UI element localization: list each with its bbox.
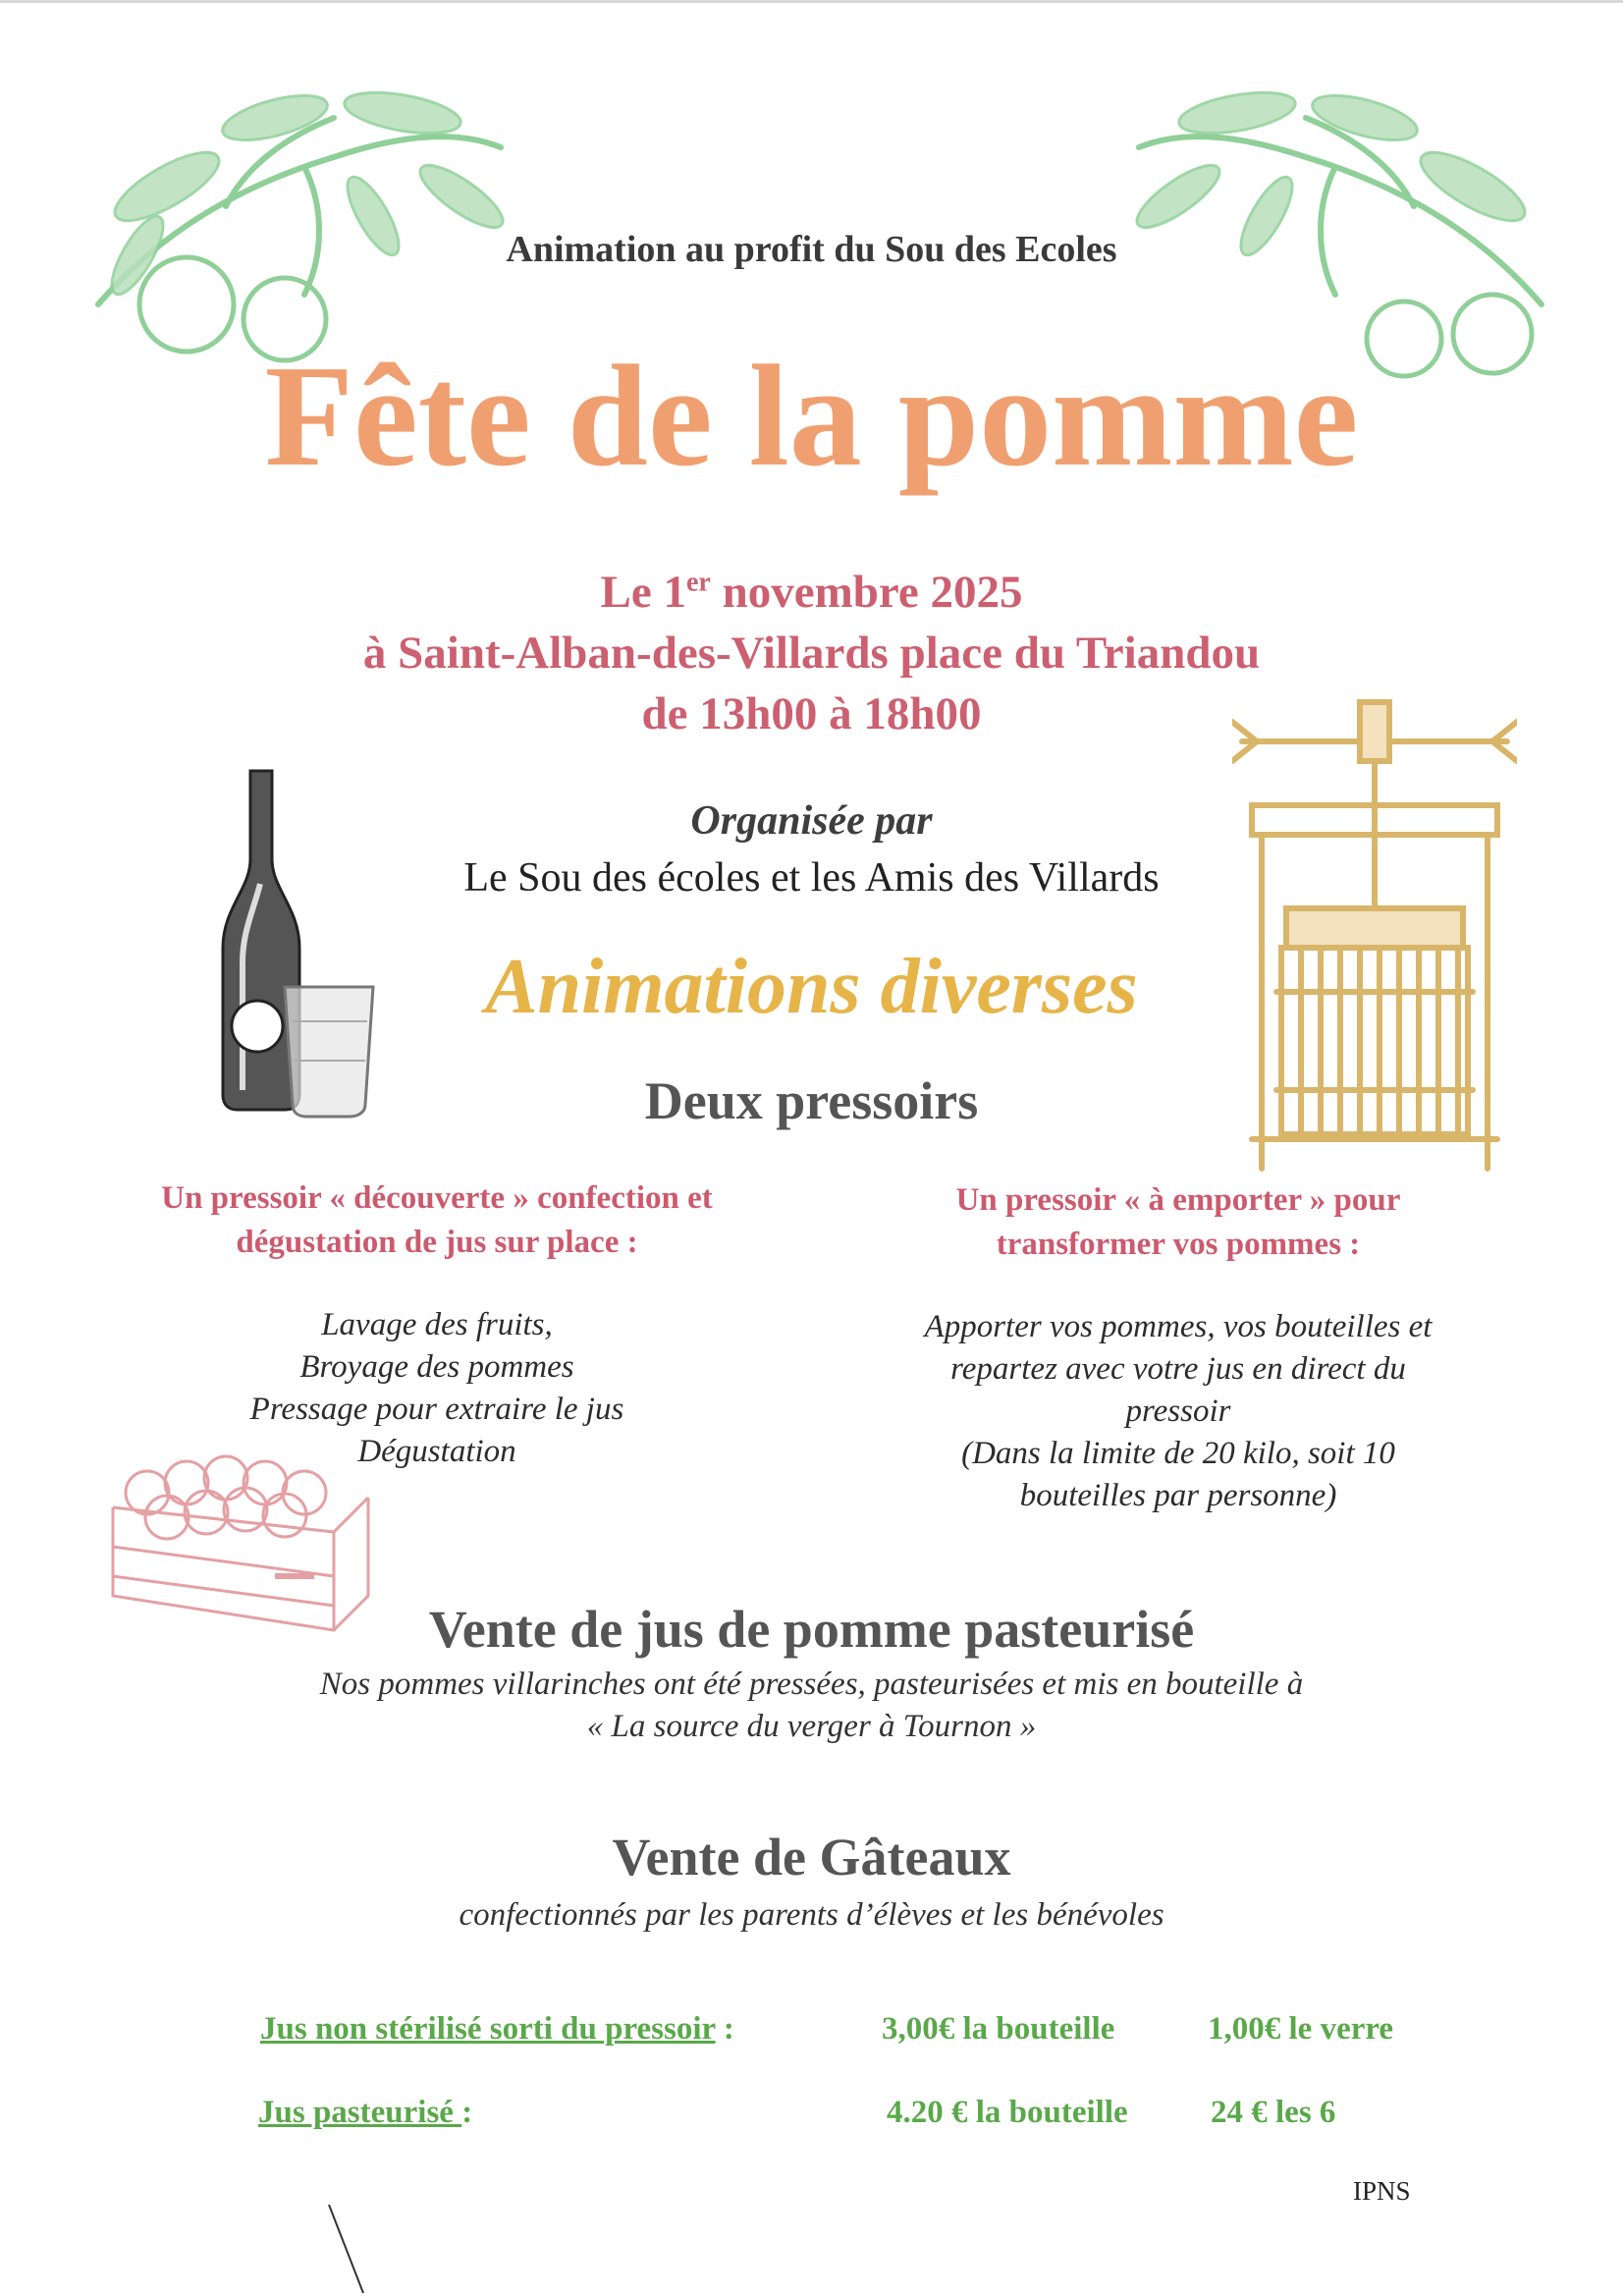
- price-bottle: 3,00€ la bouteille: [882, 2011, 1115, 2047]
- price-glass: 1,00€ le verre: [1208, 2011, 1394, 2047]
- list-item: Apporter vos pommes, vos bouteilles et: [924, 1309, 1433, 1344]
- intro-text: Animation au profit du Sou des Ecoles: [506, 229, 1117, 270]
- list-item: Dégustation: [357, 1434, 516, 1469]
- apple-branch-left-icon: [79, 59, 511, 383]
- price-pack: 24 € les 6: [1211, 2095, 1336, 2130]
- list-item: Broyage des pommes: [299, 1349, 574, 1385]
- scan-edge: [0, 0, 1623, 3]
- price-label: Jus non stérilisé sorti du pressoir: [260, 2011, 716, 2047]
- list-item: repartez avec votre jus en direct du: [950, 1351, 1406, 1387]
- animations-heading: Animations diverses: [485, 944, 1138, 1030]
- press-left-section: [88, 1176, 785, 1473]
- list-item: Pressage pour extraire le jus: [249, 1392, 624, 1427]
- list-item: (Dans la limite de 20 kilo, soit 10: [961, 1436, 1395, 1471]
- list-item: pressoir: [1125, 1394, 1231, 1429]
- footer-ipns: IPNS: [1353, 2176, 1411, 2206]
- press-right-section: [864, 1178, 1492, 1517]
- event-place: à Saint-Alban-des-Villards place du Triandou: [362, 628, 1261, 679]
- price-row: Jus non stérilisé sorti du pressoir : 3,00€ la bouteille 1,00€ le verre: [260, 2011, 1394, 2047]
- press-left-heading: Un pressoir « découverte » confection et dégustation de jus sur place :: [161, 1180, 713, 1260]
- presses-heading: Deux pressoirs: [644, 1071, 979, 1130]
- price-label: Jus pasteurisé: [258, 2095, 462, 2130]
- apple-branch-right-icon: [1129, 59, 1561, 383]
- list-item: Lavage des fruits,: [321, 1307, 553, 1342]
- cake-sale-heading: Vente de Gâteaux: [612, 1828, 1011, 1886]
- organisers: Le Sou des écoles et les Amis des Villards: [463, 855, 1160, 901]
- juice-sale-description: Nos pommes villarinches ont été pressées, pasteurisées et mis en bouteille à « La source du verger à Tournon »: [319, 1667, 1304, 1744]
- press-right-heading: Un pressoir « à emporter » pour transformer vos pommes :: [955, 1182, 1401, 1262]
- organised-label: Organisée par: [690, 798, 933, 844]
- price-bottle: 4.20 € la bouteille: [887, 2095, 1128, 2130]
- event-date: Le 1er novembre 2025: [600, 567, 1023, 618]
- juice-sale-heading: Vente de jus de pomme pasteurisé: [428, 1600, 1195, 1659]
- list-item: bouteilles par personne): [1019, 1478, 1337, 1513]
- price-row: Jus pasteurisé : 4.20 € la bouteille 24 € les 6: [258, 2095, 1336, 2130]
- scan-mark: [324, 2200, 373, 2296]
- cake-sale-subtitle: confectionnés par les parents d’élèves et les bénévoles: [459, 1897, 1164, 1933]
- page-title: Fête de la pomme: [264, 336, 1359, 497]
- press-right-list: [864, 1306, 1492, 1517]
- event-hours: de 13h00 à 18h00: [641, 688, 982, 739]
